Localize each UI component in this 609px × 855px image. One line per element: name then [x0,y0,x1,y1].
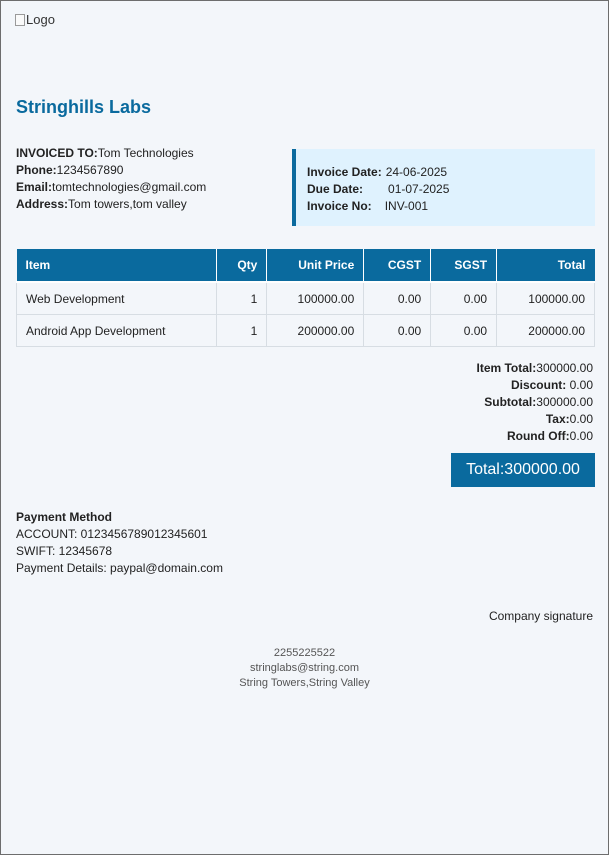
item-total-value: 300000.00 [536,361,593,375]
address-value: Tom towers,tom valley [68,197,187,211]
header-cgst: CGST [364,249,431,282]
discount-label: Discount: [510,378,567,392]
company-signature-label: Company signature [488,609,593,623]
table-row [17,315,595,347]
item-total-line [476,360,593,377]
address-line [16,196,206,213]
cell-unit-price: 100000.00 [267,282,364,315]
tax-value: 0.00 [569,412,593,426]
billed-to-block [16,145,206,213]
table-header-row [17,249,595,282]
due-date-value: 01-07-2025 [388,182,450,196]
line-items-table [16,249,595,347]
cell-item: Web Development [17,282,217,315]
cell-sgst: 0.00 [431,315,497,347]
due-date-line [307,181,595,198]
invoice-number-label: Invoice No: [307,199,372,213]
company-logo [15,12,55,27]
header-qty: Qty [217,249,267,282]
header-total: Total [497,249,595,282]
cell-total: 100000.00 [497,282,595,315]
payment-account: ACCOUNT: 0123456789012345601 [16,527,208,541]
header-sgst: SGST [431,249,497,282]
payment-swift: SWIFT: 12345678 [16,544,113,558]
round-off-line [476,428,593,445]
address-label: Address: [16,197,69,211]
invoice-number-line [307,198,595,215]
cell-cgst: 0.00 [364,282,431,315]
invoice-date-line [307,164,595,181]
phone-line [16,162,206,179]
discount-value: 0.00 [566,378,593,392]
subtotal-value: 300000.00 [536,395,593,409]
footer-email: stringlabs@string.com [250,662,359,674]
broken-image-icon [15,14,25,26]
cell-qty: 1 [217,315,267,347]
subtotal-line [476,394,593,411]
payment-details: Payment Details: paypal@domain.com [16,561,223,575]
totals-block [476,360,593,445]
tax-line [476,411,593,428]
invoice-meta-box [292,149,595,226]
cell-sgst: 0.00 [431,282,497,315]
cell-cgst: 0.00 [364,315,431,347]
footer-address: String Towers,String Valley [239,677,370,689]
payment-method-block [16,509,223,577]
email-value: tomtechnologies@gmail.com [52,180,207,194]
cell-qty: 1 [217,282,267,315]
invoice-date-value: 24-06-2025 [385,165,448,179]
footer-phone: 2255225522 [273,647,336,659]
item-total-label: Item Total: [476,361,537,375]
invoiced-to-label: INVOICED TO: [16,146,98,160]
footer [1,646,608,691]
cell-total: 200000.00 [497,315,595,347]
discount-line [476,377,593,394]
table-row [17,282,595,315]
phone-value: 1234567890 [56,163,124,177]
cell-unit-price: 200000.00 [267,315,364,347]
round-off-value: 0.00 [569,429,593,443]
header-unit-price: Unit Price [267,249,364,282]
phone-label: Phone: [16,163,57,177]
cell-item: Android App Development [17,315,217,347]
tax-label: Tax: [545,412,570,426]
invoice-number-value: INV-001 [384,199,429,213]
invoiced-to-line [16,145,206,162]
grand-total-badge: Total:300000.00 [451,453,595,487]
payment-method-title: Payment Method [16,510,113,524]
email-line [16,179,206,196]
invoice-date-label: Invoice Date: [307,165,382,179]
due-date-label: Due Date: [307,182,364,196]
header-item: Item [17,249,217,282]
round-off-label: Round Off: [506,429,570,443]
subtotal-label: Subtotal: [484,395,537,409]
invoiced-to-value: Tom Technologies [97,146,194,160]
logo-alt-text: Logo [26,12,55,27]
email-label: Email: [16,180,53,194]
company-name: Stringhills Labs [16,97,152,117]
